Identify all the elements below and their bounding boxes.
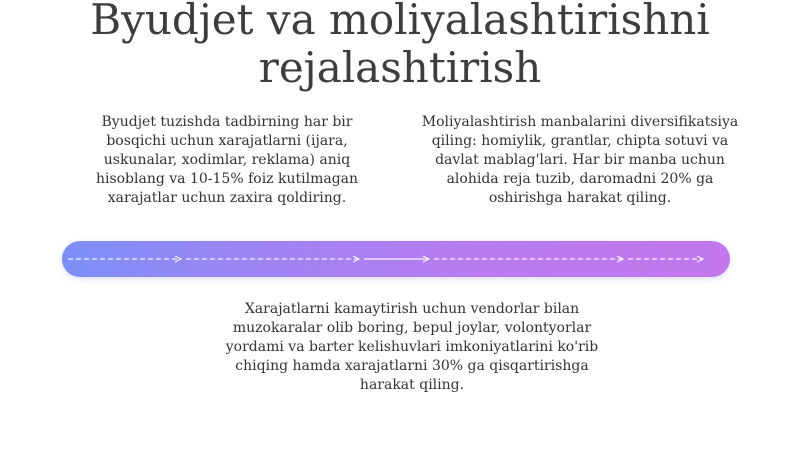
slide-title: Byudjet va moliyalashtirishni rejalashtirish	[90, 0, 710, 92]
timeline-arrows	[62, 241, 730, 277]
budget-text-block: Byudjet tuzishda tadbirning har bir bosqichi uchun xarajatlarni (ijara, uskunalar, xodimlar, reklama) aniq hisoblang va 10-15% foiz kutilmagan xarajatlar uchun zaxira qoldiring.	[95, 114, 359, 206]
timeline-bar	[62, 241, 730, 277]
savings-text-block: Xarajatlarni kamaytirish uchun vendorlar bilan muzokaralar olib boring, bepul joylar, volontyorlar yordami va barter kelishuvlari imkoniyatlarini ko'rib chiqing hamda xarajatlarni 30% ga qisqartirishga harakat qiling.	[225, 301, 599, 393]
funding-text-block: Moliyalashtirish manbalarini diversifikatsiya qiling: homiylik, grantlar, chipta sotuvi va davlat mablag'lari. Har bir manba uchun alohida reja tuzib, daromadni 20% ga oshirishga harakat qiling.	[421, 114, 739, 206]
